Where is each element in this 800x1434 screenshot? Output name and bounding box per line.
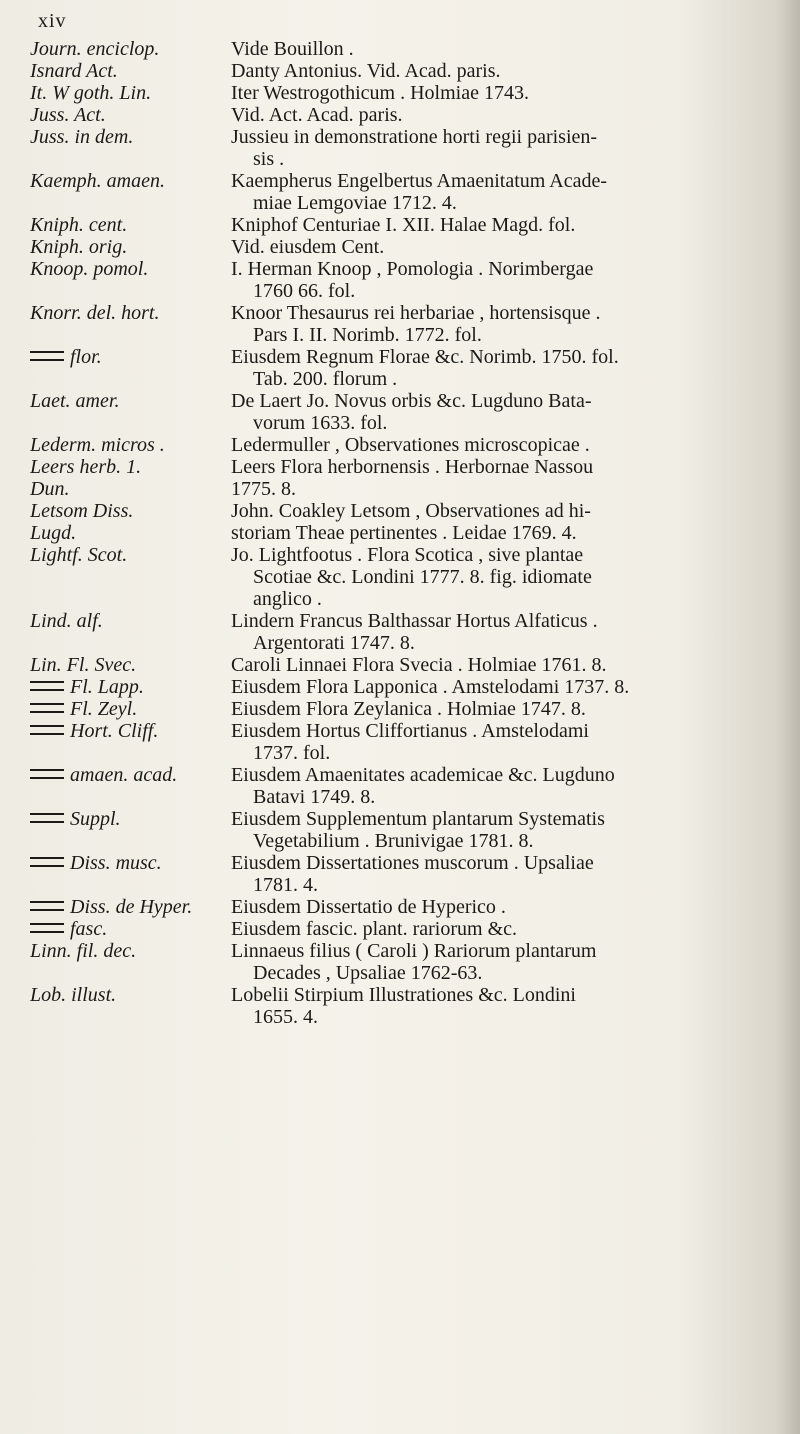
ditto-dash-icon xyxy=(30,857,64,867)
ditto-dash-icon xyxy=(30,769,64,779)
abbreviation-text: Diss. de Hyper. xyxy=(70,896,193,918)
abbreviation-text: Kniph. cent. xyxy=(30,214,128,236)
abbreviation xyxy=(30,390,231,412)
abbreviation xyxy=(30,676,231,698)
abbreviation xyxy=(30,698,231,720)
list-item xyxy=(30,104,770,126)
reference-line: De Laert Jo. Novus orbis &c. Lugduno Bata- xyxy=(231,390,592,412)
reference-line: Ledermuller , Observationes microscopicae . xyxy=(231,434,590,456)
abbreviation xyxy=(30,434,231,456)
list-item xyxy=(30,346,770,390)
abbreviation-text: Knoop. pomol. xyxy=(30,258,149,280)
list-item xyxy=(30,984,770,1028)
reference xyxy=(231,500,770,522)
page-number: xiv xyxy=(38,10,67,32)
abbreviation-text: Lightf. Scot. xyxy=(30,544,128,566)
abbreviation xyxy=(30,544,231,566)
reference-line: I. Herman Knoop , Pomologia . Norimbergae xyxy=(231,258,594,280)
abbreviation-text: It. W goth. Lin. xyxy=(30,82,152,104)
reference xyxy=(231,852,770,896)
reference-line: Argentorati 1747. 8. xyxy=(253,632,415,654)
abbreviation-text: Isnard Act. xyxy=(30,60,118,82)
list-item xyxy=(30,478,770,500)
reference xyxy=(231,896,770,918)
list-item xyxy=(30,764,770,808)
reference xyxy=(231,236,770,258)
reference-line: Kniphof Centuriae I. XII. Halae Magd. fol. xyxy=(231,214,576,236)
list-item xyxy=(30,544,770,610)
reference xyxy=(231,720,770,764)
abbreviation-text: amaen. acad. xyxy=(70,764,178,786)
reference xyxy=(231,654,770,676)
list-item xyxy=(30,38,770,60)
list-item xyxy=(30,610,770,654)
reference-line: anglico . xyxy=(253,588,322,610)
reference-line: Eiusdem Supplementum plantarum Systematis xyxy=(231,808,605,830)
abbreviation xyxy=(30,82,231,104)
reference xyxy=(231,126,770,170)
reference-line: Eiusdem fascic. plant. rariorum &c. xyxy=(231,918,518,940)
abbreviation-text: Letsom Diss. xyxy=(30,500,134,522)
reference-line: vorum 1633. fol. xyxy=(253,412,388,434)
reference-line: Leers Flora herbornensis . Herbornae Nassou xyxy=(231,456,594,478)
reference-line: Eiusdem Regnum Florae &c. Norimb. 1750. fol. xyxy=(231,346,619,368)
abbreviation xyxy=(30,258,231,280)
list-item xyxy=(30,60,770,82)
abbreviation-text: Knorr. del. hort. xyxy=(30,302,160,324)
reference-line: Kaempherus Engelbertus Amaenitatum Acade- xyxy=(231,170,607,192)
list-item xyxy=(30,456,770,478)
reference xyxy=(231,60,770,82)
reference-line: Vegetabilium . Brunivigae 1781. 8. xyxy=(253,830,534,852)
abbreviation-text: Lugd. xyxy=(30,522,77,544)
list-item xyxy=(30,852,770,896)
list-item xyxy=(30,302,770,346)
reference xyxy=(231,346,770,390)
reference-line: Knoor Thesaurus rei herbariae , hortensisque . xyxy=(231,302,601,324)
reference-line: 1760 66. fol. xyxy=(253,280,356,302)
reference xyxy=(231,610,770,654)
reference-line: Scotiae &c. Londini 1777. 8. fig. idiomate xyxy=(253,566,592,588)
ditto-dash-icon xyxy=(30,725,64,735)
reference-line: John. Coakley Letsom , Observationes ad hi- xyxy=(231,500,591,522)
reference-line: Eiusdem Dissertatio de Hyperico . xyxy=(231,896,506,918)
reference-line: Danty Antonius. Vid. Acad. paris. xyxy=(231,60,501,82)
reference xyxy=(231,676,770,698)
list-item xyxy=(30,940,770,984)
reference-line: Linnaeus filius ( Caroli ) Rariorum plantarum xyxy=(231,940,597,962)
abbreviation-text: Fl. Lapp. xyxy=(70,676,144,698)
abbreviation xyxy=(30,104,231,126)
list-item xyxy=(30,236,770,258)
abbreviation-text: Hort. Cliff. xyxy=(70,720,159,742)
abbreviation-text: Juss. Act. xyxy=(30,104,106,126)
reference xyxy=(231,258,770,302)
abbreviation xyxy=(30,764,231,786)
reference-line: Eiusdem Hortus Cliffortianus . Amstelodami xyxy=(231,720,589,742)
reference xyxy=(231,984,770,1028)
reference xyxy=(231,940,770,984)
reference xyxy=(231,698,770,720)
list-item xyxy=(30,808,770,852)
ditto-dash-icon xyxy=(30,813,64,823)
reference xyxy=(231,82,770,104)
reference-line: Vid. Act. Acad. paris. xyxy=(231,104,403,126)
reference xyxy=(231,918,770,940)
abbreviation xyxy=(30,918,231,940)
abbreviation xyxy=(30,38,231,60)
abbreviation xyxy=(30,60,231,82)
abbreviation-text: Lind. alf. xyxy=(30,610,103,632)
reference-line: Vid. eiusdem Cent. xyxy=(231,236,385,258)
abbreviation-text: Lederm. micros . xyxy=(30,434,165,456)
list-item xyxy=(30,522,770,544)
reference-line: miae Lemgoviae 1712. 4. xyxy=(253,192,457,214)
abbreviation-list xyxy=(30,38,770,1028)
reference xyxy=(231,302,770,346)
abbreviation xyxy=(30,984,231,1006)
reference-line: Vide Bouillon . xyxy=(231,38,354,60)
reference-line: 1781. 4. xyxy=(253,874,318,896)
list-item xyxy=(30,896,770,918)
abbreviation-text: Lin. Fl. Svec. xyxy=(30,654,137,676)
reference-line: Iter Westrogothicum . Holmiae 1743. xyxy=(231,82,529,104)
abbreviation xyxy=(30,500,231,522)
reference xyxy=(231,764,770,808)
list-item xyxy=(30,214,770,236)
ditto-dash-icon xyxy=(30,923,64,933)
reference-line: Eiusdem Amaenitates academicae &c. Lugduno xyxy=(231,764,615,786)
list-item xyxy=(30,918,770,940)
abbreviation xyxy=(30,852,231,874)
abbreviation xyxy=(30,896,231,918)
reference xyxy=(231,390,770,434)
abbreviation xyxy=(30,720,231,742)
reference-line: Jussieu in demonstratione horti regii parisien- xyxy=(231,126,598,148)
ditto-dash-icon xyxy=(30,681,64,691)
ditto-dash-icon xyxy=(30,901,64,911)
abbreviation-text: Linn. fil. dec. xyxy=(30,940,137,962)
ditto-dash-icon xyxy=(30,351,64,361)
list-item xyxy=(30,434,770,456)
reference xyxy=(231,38,770,60)
reference-line: Caroli Linnaei Flora Svecia . Holmiae 1761. 8. xyxy=(231,654,607,676)
reference xyxy=(231,170,770,214)
reference-line: Eiusdem Dissertationes muscorum . Upsaliae xyxy=(231,852,594,874)
reference-line: storiam Theae pertinentes . Leidae 1769. 4. xyxy=(231,522,577,544)
abbreviation xyxy=(30,346,231,368)
abbreviation xyxy=(30,302,231,324)
list-item xyxy=(30,500,770,522)
reference-line: 1737. fol. xyxy=(253,742,331,764)
abbreviation xyxy=(30,522,231,544)
list-item xyxy=(30,676,770,698)
reference-line: Decades , Upsaliae 1762-63. xyxy=(253,962,483,984)
reference-line: 1775. 8. xyxy=(231,478,296,500)
abbreviation-text: Journ. enciclop. xyxy=(30,38,160,60)
reference-line: Eiusdem Flora Zeylanica . Holmiae 1747. 8. xyxy=(231,698,586,720)
abbreviation xyxy=(30,170,231,192)
abbreviation xyxy=(30,456,231,478)
abbreviation xyxy=(30,126,231,148)
abbreviation-text: Kniph. orig. xyxy=(30,236,128,258)
ditto-dash-icon xyxy=(30,703,64,713)
abbreviation-text: Leers herb. 1. xyxy=(30,456,142,478)
abbreviation xyxy=(30,478,231,500)
reference xyxy=(231,544,770,610)
reference-line: Tab. 200. florum . xyxy=(253,368,398,390)
reference-line: Lindern Francus Balthassar Hortus Alfaticus . xyxy=(231,610,598,632)
list-item xyxy=(30,390,770,434)
list-item xyxy=(30,126,770,170)
reference xyxy=(231,478,770,500)
reference-line: Batavi 1749. 8. xyxy=(253,786,376,808)
abbreviation-text: Dun. xyxy=(30,478,70,500)
list-item xyxy=(30,170,770,214)
list-item xyxy=(30,720,770,764)
reference xyxy=(231,522,770,544)
reference xyxy=(231,214,770,236)
reference xyxy=(231,104,770,126)
abbreviation-text: Juss. in dem. xyxy=(30,126,134,148)
abbreviation xyxy=(30,940,231,962)
abbreviation-text: flor. xyxy=(70,346,102,368)
reference xyxy=(231,434,770,456)
list-item xyxy=(30,82,770,104)
abbreviation xyxy=(30,236,231,258)
reference-line: sis . xyxy=(253,148,285,170)
list-item xyxy=(30,258,770,302)
abbreviation-text: fasc. xyxy=(70,918,108,940)
list-item xyxy=(30,654,770,676)
reference-line: Jo. Lightfootus . Flora Scotica , sive plantae xyxy=(231,544,584,566)
abbreviation xyxy=(30,654,231,676)
reference-line: Pars I. II. Norimb. 1772. fol. xyxy=(253,324,482,346)
abbreviation-text: Lob. illust. xyxy=(30,984,117,1006)
abbreviation xyxy=(30,808,231,830)
abbreviation xyxy=(30,610,231,632)
reference-line: Lobelii Stirpium Illustrationes &c. Londini xyxy=(231,984,576,1006)
abbreviation xyxy=(30,214,231,236)
abbreviation-text: Fl. Zeyl. xyxy=(70,698,138,720)
abbreviation-text: Kaemph. amaen. xyxy=(30,170,165,192)
abbreviation-text: Laet. amer. xyxy=(30,390,120,412)
reference-line: Eiusdem Flora Lapponica . Amstelodami 1737. 8. xyxy=(231,676,630,698)
reference xyxy=(231,808,770,852)
abbreviation-text: Diss. musc. xyxy=(70,852,162,874)
reference-line: 1655. 4. xyxy=(253,1006,318,1028)
list-item xyxy=(30,698,770,720)
reference xyxy=(231,456,770,478)
abbreviation-text: Suppl. xyxy=(70,808,121,830)
